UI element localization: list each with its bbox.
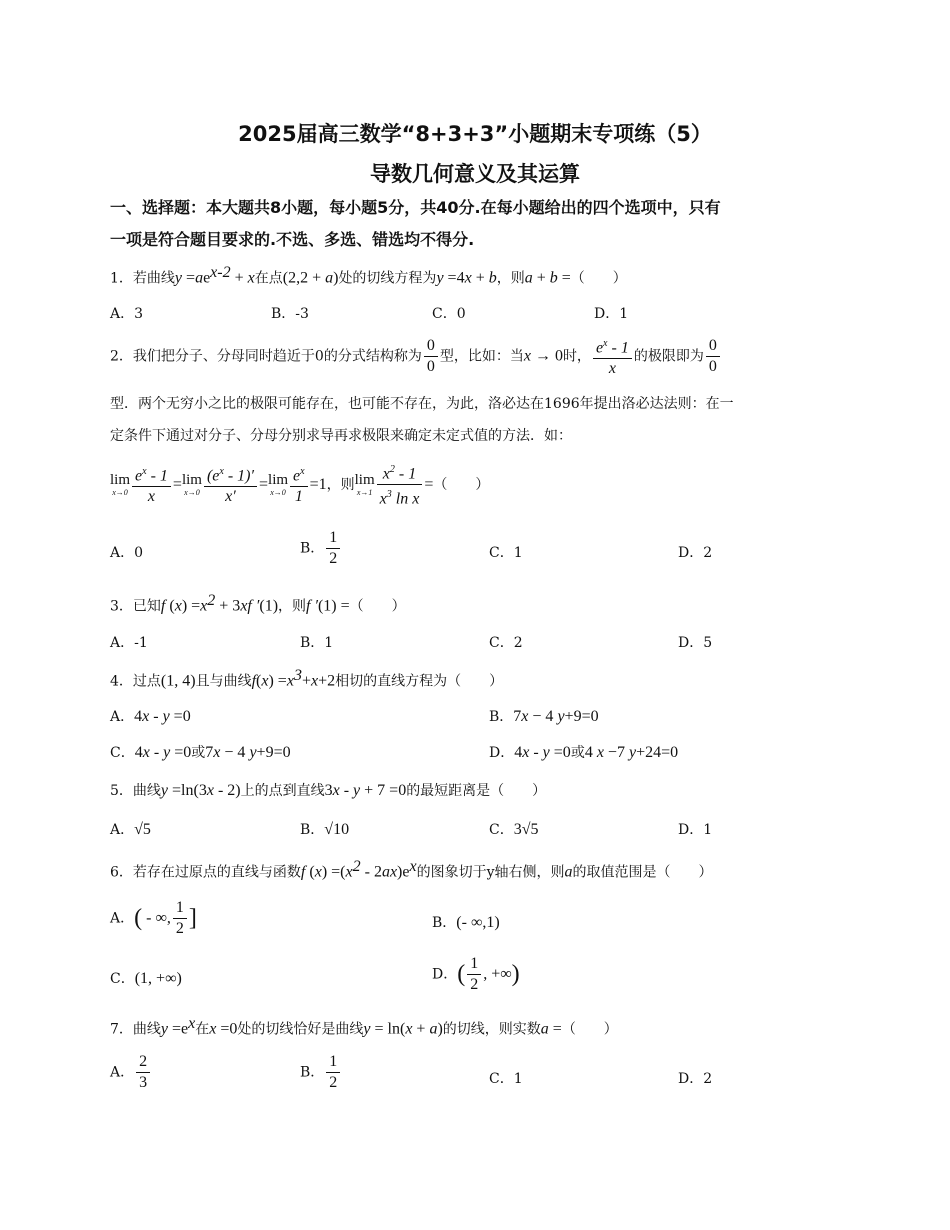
q2-option-a: A．0 [110, 545, 144, 561]
q2-option-c: C．1 [489, 545, 523, 561]
q1-option-b: B．-3 [271, 306, 309, 322]
q6-option-d: D．( $\frac{1}{2}$ , +∞) [432, 955, 520, 993]
q2-option-b: B． $\frac{1}{2}$ [300, 528, 342, 569]
q2-option-d: D．2 [678, 545, 713, 561]
q3-option-b: B．1 [300, 635, 334, 651]
q1-option-d: D．1 [594, 306, 629, 322]
question-6: 6．若存在过原点的直线与函数f $(x) =(x^2 - 2ax)e^x$的图象切于y轴右侧，则a的取值范围是（ ） [110, 858, 713, 881]
q5-option-b: B．√10 [300, 821, 350, 838]
question-2: 2．我们把分子、分母同时趋近于0的分式结构称为 $\frac{0}{0}$ 型，比如：当x → 0时， $\frac{e^x - 1}{x}$ 的极限即为 $\frac{0}{0}$ [110, 334, 722, 379]
question-7: 7．曲线$y =e^x$在x =0处的切线恰好是曲线y = ln(x + a)的切线，则实数a =（ ） [110, 1015, 618, 1038]
q4-option-b: B．7x − 4 y+9=0 [489, 708, 599, 725]
document-subtitle: 导数几何意义及其运算 [370, 162, 580, 186]
document-title: 2025届高三数学“8+3+3”小题期末专项练（5） [238, 122, 712, 146]
q1-option-c: C．0 [432, 306, 466, 322]
q6-option-b: B．(- ∞,1) [432, 914, 500, 931]
q6-option-a: A．( - ∞, $\frac{1}{2}$ ] [110, 899, 197, 937]
q7-option-d: D．2 [678, 1071, 713, 1087]
question-4: 4．过点(1, 4)且与曲线$f(x) =x^3+x+2$相切的直线方程为（ ） [110, 667, 504, 690]
section-heading-line2: 一项是符合题目要求的.不选、多选、错选均不得分. [110, 230, 475, 249]
q7-option-c: C．1 [489, 1071, 523, 1087]
q7-option-b: B． $\frac{1}{2}$ [300, 1052, 342, 1093]
question-1: 1．若曲线$y =ae^{x-2} + x$在点(2,2 + a)处的切线方程为y =4x + b，则a + b =（ ） [110, 264, 627, 287]
q3-option-c: C．2 [489, 635, 523, 651]
q7-option-a: A． $\frac{2}{3}$ [110, 1052, 152, 1093]
section-heading-line1: 一、选择题：本大题共8小题，每小题5分，共40分.在每小题给出的四个选项中，只有 [110, 198, 721, 217]
q5-option-d: D．1 [678, 822, 713, 838]
q1-option-a: A．3 [110, 306, 144, 322]
q5-option-c: C．3√5 [489, 821, 539, 838]
q4-option-c: C．4x - y =0或7x − 4 y+9=0 [110, 744, 291, 761]
q6-option-c: C．(1, +∞) [110, 970, 182, 987]
q3-option-d: D．5 [678, 635, 713, 651]
formula: y [174, 269, 183, 287]
q2-paragraph: 型．两个无穷小之比的极限可能存在，也可能不存在，为此，洛必达在1696年提出洛必达法则：在一 定条件下通过对分子、分母分别求导再求极限来确定未定式值的方法．如： [110, 396, 734, 444]
section-heading [110, 192, 840, 256]
question-3: 3．已知f $(x) =x^2 + 3xf$ ′(1)，则f ′(1) =（ ） [110, 592, 406, 615]
q2-formula-line: lim x→0 $\frac{e^x - 1}{x}$ = lim x→0 $\frac{(e^x - 1)'}{x'}$ = lim x→0 $\frac{e^x}{1}$ =1，则 lim x→1 $\frac{x^2 - 1}{x^3 \ln x}$ =（ ） [110, 460, 489, 510]
q3-option-a: A．-1 [110, 635, 148, 651]
q4-option-d: D．4x - y =0或4 x −7 y+24=0 [489, 744, 679, 761]
q5-option-a: A．√5 [110, 821, 151, 838]
question-5: 5．曲线y =ln(3x - 2)上的点到直线3x - y + 7 =0的最短距离是（ ） [110, 782, 547, 799]
q4-option-a: A．4x - y =0 [110, 708, 191, 725]
